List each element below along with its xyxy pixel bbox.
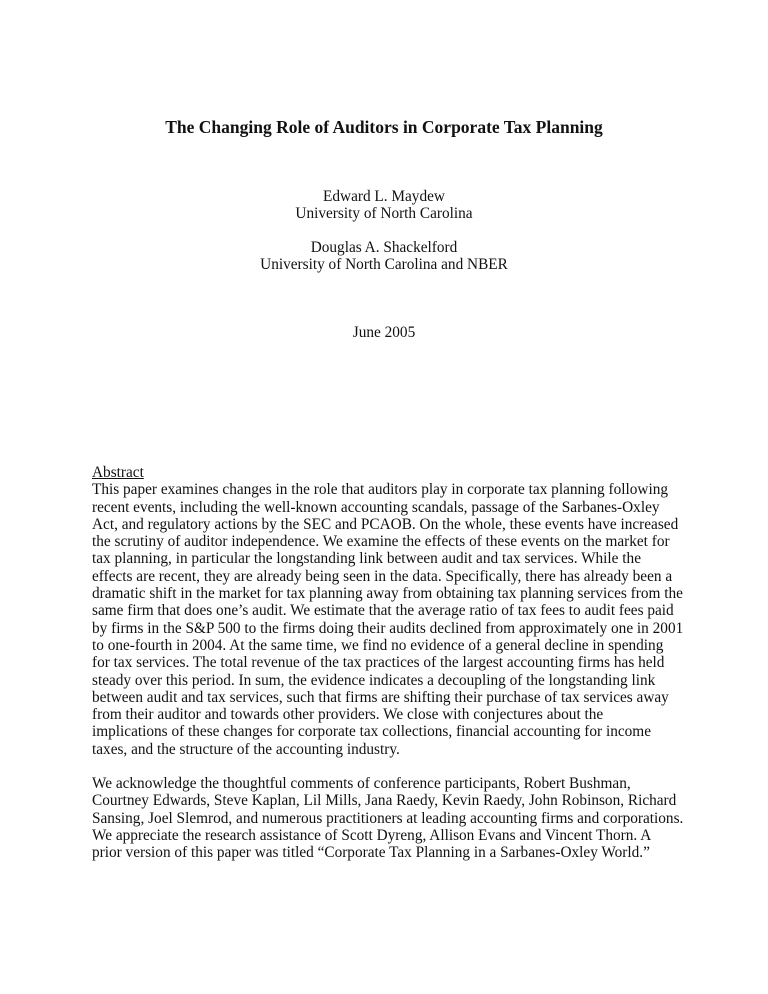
text-line: prior version of this paper was titled “Corporate Tax Planning in a Sarbanes-Oxley World.” bbox=[92, 844, 650, 862]
abstract bbox=[92, 464, 683, 758]
text-line: steady over this period. In sum, the evidence indicates a decoupling of the longstanding link bbox=[92, 671, 656, 689]
author-block bbox=[0, 239, 768, 274]
author-affiliation: University of North Carolina bbox=[295, 205, 473, 223]
text-line: same firm that does one’s audit. We estimate that the average ratio of tax fees to audit fees paid bbox=[92, 602, 674, 620]
abstract-heading: Abstract bbox=[92, 464, 144, 481]
text-line: taxes, and the structure of the accounting industry. bbox=[92, 740, 400, 758]
text-line: Act, and regulatory actions by the SEC and PCAOB. On the whole, these events have increased bbox=[92, 515, 679, 533]
text-line: the scrutiny of auditor independence. We examine the effects of these events on the market for bbox=[92, 533, 670, 551]
text-line: We acknowledge the thoughtful comments of conference participants, Robert Bushman, bbox=[92, 775, 631, 792]
text-line: dramatic shift in the market for tax planning away from obtaining tax planning services from the bbox=[92, 585, 683, 603]
text-line: by firms in the S&P 500 to the firms doing their audits declined from approximately one in 2001 bbox=[92, 619, 684, 637]
paper-date: June 2005 bbox=[352, 324, 416, 341]
text-line: recent events, including the well-known accounting scandals, passage of the Sarbanes-Oxley bbox=[92, 498, 660, 516]
text-line: We appreciate the research assistance of Scott Dyreng, Allison Evans and Vincent Thorn. A bbox=[92, 826, 652, 844]
text-line: This paper examines changes in the role that auditors play in corporate tax planning following bbox=[92, 481, 669, 499]
acknowledgment bbox=[92, 775, 683, 861]
text-line: from their auditor and towards other providers. We close with conjectures about the bbox=[92, 706, 604, 724]
text-line: between audit and tax services, such that firms are shifting their purchase of tax services away bbox=[92, 688, 669, 706]
text-line: tax planning, in particular the longstanding link between audit and tax services. While the bbox=[92, 550, 641, 568]
text-line: for tax services. The total revenue of the tax practices of the largest accounting firms has held bbox=[92, 654, 665, 672]
text-line: effects are recent, they are already being seen in the data. Specifically, there has already been a bbox=[92, 567, 673, 585]
author-name: Douglas A. Shackelford bbox=[310, 239, 458, 256]
paper-title: The Changing Role of Auditors in Corporate Tax Planning bbox=[165, 117, 603, 137]
author-block bbox=[0, 188, 768, 223]
text-line: Sansing, Joel Slemrod, and numerous practitioners at leading accounting firms and corporations. bbox=[92, 809, 684, 827]
text-line: implications of these changes for corporate tax collections, financial accounting for income bbox=[92, 723, 651, 741]
author-name: Edward L. Maydew bbox=[323, 188, 445, 205]
author-affiliation: University of North Carolina and NBER bbox=[260, 256, 508, 274]
text-line: to one-fourth in 2004. At the same time, we find no evidence of a general decline in spending bbox=[92, 636, 664, 654]
text-line: Courtney Edwards, Steve Kaplan, Lil Mills, Jana Raedy, Kevin Raedy, John Robinson, Richard bbox=[92, 792, 677, 810]
